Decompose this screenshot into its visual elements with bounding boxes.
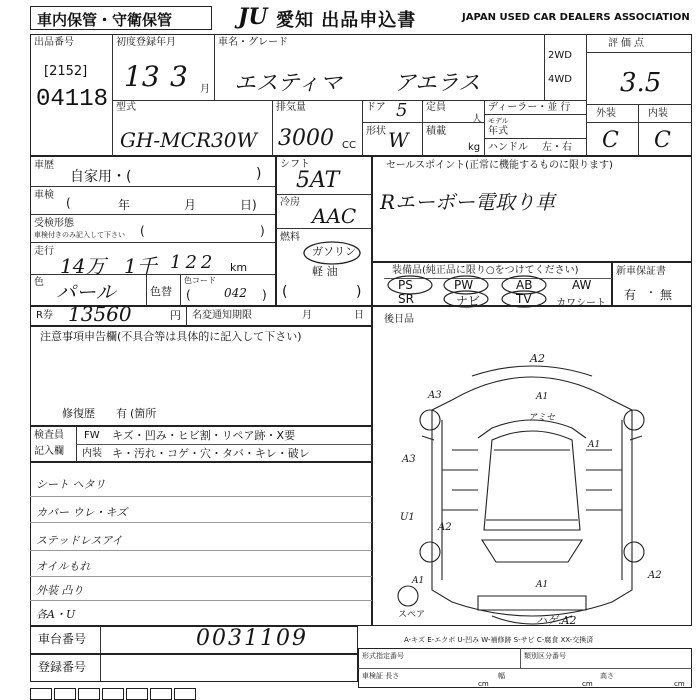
recycle-label: R券 bbox=[36, 310, 53, 321]
exterior-value: C bbox=[602, 128, 619, 153]
inspection-day: 日) bbox=[240, 198, 257, 212]
inspector-row1-head: FW bbox=[84, 430, 100, 441]
diagram-mark-left-rear: A2 bbox=[438, 522, 452, 533]
dealer-handle: ハンドル bbox=[488, 142, 528, 153]
diagram-mark-rear: A1 bbox=[536, 580, 549, 590]
equipment-ab: AB bbox=[516, 278, 533, 292]
certificate-note: 車検付きのみ記入して下さい bbox=[34, 231, 125, 239]
warranty-label: 新車保証書 bbox=[616, 266, 666, 277]
fuel-circle-mark bbox=[302, 240, 362, 266]
diagram-mark-left-front: A3 bbox=[428, 390, 442, 401]
equipment-pw: PW bbox=[454, 278, 474, 292]
spare-label: スペア bbox=[398, 610, 426, 620]
load-label: 積載 bbox=[426, 126, 446, 137]
recycle-amount: 13560 bbox=[68, 302, 132, 326]
repaint-label: 色替 bbox=[150, 285, 172, 298]
mileage-label: 走行 bbox=[34, 246, 54, 257]
drive-cell bbox=[544, 34, 587, 101]
shift-label: シフト bbox=[280, 159, 310, 170]
warranty-dot: ・ bbox=[646, 288, 656, 299]
equipment-aw: AW bbox=[572, 278, 592, 292]
dealer-cell bbox=[484, 100, 587, 156]
doors-value: 5 bbox=[396, 100, 408, 121]
org-name-en: JAPAN USED CAR DEALERS ASSOCIATION bbox=[462, 12, 690, 23]
inspector-label-1: 検査員 bbox=[34, 430, 64, 441]
rating-cell bbox=[586, 34, 692, 156]
inspector-row2-head: 内装 bbox=[82, 448, 102, 459]
bumper-mark: ハゲ.A2 bbox=[536, 614, 577, 627]
damage-legend: A-キズ E-エクボ U-凹み W-補修跡 S-サビ C-腐食 XX-交換済 bbox=[404, 636, 594, 644]
equipment-seat: カワシート bbox=[556, 298, 606, 309]
registration-label: 初度登録年月 bbox=[116, 37, 176, 48]
dealer-year: 年式 bbox=[488, 126, 508, 137]
size-width-unit: cm bbox=[582, 680, 593, 688]
color-value: パール bbox=[56, 280, 116, 304]
size-height-label: 高さ bbox=[600, 672, 614, 680]
fuel-close: ) bbox=[356, 284, 362, 300]
storage-label: 車内保管・守衛保管 bbox=[37, 11, 173, 29]
interior-label: 内装 bbox=[648, 108, 668, 119]
car-grade-value: アエラス bbox=[394, 71, 481, 96]
remark-line: 各A・U bbox=[36, 608, 76, 621]
lot-cell bbox=[30, 34, 113, 156]
diagram-mark-windshield: アミセ bbox=[528, 413, 556, 423]
inspection-open: ( bbox=[66, 196, 71, 210]
drive-4wd: 4WD bbox=[548, 74, 572, 85]
remark-line: カバー ウレ・キズ bbox=[36, 506, 128, 519]
mileage-man: 14万 bbox=[60, 254, 106, 278]
stamp-box bbox=[78, 688, 100, 700]
car-name-value: エスティマ bbox=[234, 71, 342, 96]
remark-line: オイルもれ bbox=[36, 560, 91, 573]
registration-month: 3 bbox=[170, 60, 188, 93]
load-unit: kg bbox=[468, 142, 481, 153]
lot-number: 04118 bbox=[36, 86, 109, 113]
certificate-open: ( bbox=[140, 224, 145, 238]
interior-value: C bbox=[654, 128, 671, 153]
color-paren-open: ( bbox=[186, 288, 191, 302]
equipment-circle-marks bbox=[380, 274, 610, 308]
equipment-sr: SR bbox=[398, 292, 414, 306]
name-change-label: 名変通知期限 bbox=[192, 310, 252, 321]
mileage-unit: km bbox=[230, 261, 248, 274]
name-change-day: 日 bbox=[354, 310, 364, 321]
stamp-boxes bbox=[30, 688, 200, 700]
inspector-row2: キ・汚れ・コゲ・穴・タバ・キレ・破レ bbox=[112, 447, 310, 460]
vin-value: 0031109 bbox=[196, 626, 308, 651]
color-label: 色 bbox=[34, 277, 44, 288]
certificate-close: ) bbox=[260, 224, 265, 238]
warranty-yes: 有 bbox=[624, 288, 637, 302]
history-close: ) bbox=[256, 166, 262, 182]
mileage-sen: 1千 bbox=[124, 254, 157, 278]
stamp-box bbox=[150, 688, 172, 700]
fuel-gasoline: ガソリン bbox=[312, 245, 356, 258]
shape-value: W bbox=[388, 128, 409, 152]
registration-month-unit: 月 bbox=[200, 84, 210, 95]
inspection-year: 年 bbox=[118, 198, 131, 212]
org-logo: JU bbox=[238, 4, 268, 30]
repair-place: (箇所 bbox=[130, 407, 157, 420]
class-number-label: 類別区分番号 bbox=[524, 652, 566, 660]
vin-label: 車台番号 bbox=[38, 632, 87, 646]
sales-point-label: セールスポイント(正常に機能するものに限ります) bbox=[386, 160, 613, 171]
model-cell bbox=[112, 100, 273, 156]
dealer-label: ディーラー・並 行 bbox=[488, 102, 571, 113]
aircon-label: 冷房 bbox=[280, 197, 300, 208]
registration-year: 13 bbox=[124, 60, 160, 93]
remark-line: 外装 凸り bbox=[36, 584, 84, 597]
reg-label: 登録番号 bbox=[38, 660, 87, 674]
stamp-box bbox=[126, 688, 148, 700]
sales-point-text: Rエーボー電取り車 bbox=[380, 190, 556, 214]
fuel-diesel: 軽 油 bbox=[312, 265, 338, 278]
inspector-row1: キズ・凹み・ヒビ割・リペア跡・X要 bbox=[112, 429, 296, 442]
exterior-label: 外装 bbox=[596, 108, 616, 119]
displacement-label: 排気量 bbox=[276, 102, 306, 113]
form-title: 愛知 出品申込書 bbox=[276, 10, 417, 31]
diagram-mark-left-door: U1 bbox=[400, 512, 415, 523]
storage-label-box bbox=[30, 6, 212, 30]
equipment-ps: PS bbox=[398, 278, 413, 292]
stamp-box bbox=[30, 688, 52, 700]
rating-score: 3.5 bbox=[620, 68, 662, 98]
after-label: 後日品 bbox=[384, 314, 414, 325]
shift-value: 5AT bbox=[296, 168, 340, 193]
registration-cell bbox=[112, 34, 215, 101]
mileage-rest: 122 bbox=[170, 252, 217, 273]
model-label: 型式 bbox=[116, 102, 136, 113]
lot-bracket: [2152] bbox=[44, 64, 88, 79]
fuel-label: 燃料 bbox=[280, 232, 300, 243]
inspection-label: 車検 bbox=[34, 190, 54, 201]
warranty-no: 無 bbox=[660, 288, 673, 302]
displacement-value: 3000 bbox=[278, 126, 334, 151]
diagram-mark-right-rear: A2 bbox=[648, 570, 662, 581]
aircon-value: AAC bbox=[312, 204, 357, 228]
repair-value: 有 bbox=[116, 407, 127, 420]
capacity-cell bbox=[422, 100, 485, 156]
equipment-navi: ナビ bbox=[456, 294, 481, 308]
size-length-label: 車検証 長さ bbox=[362, 672, 400, 680]
displacement-unit: CC bbox=[342, 140, 356, 151]
shape-label: 形状 bbox=[366, 126, 386, 137]
capacity-label: 定員 bbox=[426, 102, 446, 113]
displacement-cell bbox=[272, 100, 363, 156]
repair-label: 修復歴 bbox=[62, 407, 95, 420]
size-height-unit: cm bbox=[674, 680, 685, 688]
diagram-mark-hood: A1 bbox=[536, 392, 549, 402]
remark-line: ステッドレスアイ bbox=[36, 534, 123, 547]
form-number-label: 形式指定番号 bbox=[362, 652, 404, 660]
capacity-unit: 人 bbox=[472, 114, 482, 125]
car-name-cell bbox=[214, 34, 545, 101]
inspector-label-2: 記入欄 bbox=[34, 446, 64, 457]
inspection-month: 月 bbox=[184, 198, 197, 212]
color-paren-close: ) bbox=[262, 288, 267, 302]
size-width-label: 幅 bbox=[498, 672, 505, 680]
diagram-mark-left-side: A3 bbox=[402, 454, 416, 465]
stamp-box bbox=[174, 688, 196, 700]
color-code: 042 bbox=[224, 286, 247, 300]
model-code: GH-MCR30W bbox=[120, 128, 258, 152]
dealer-lr: 左・右 bbox=[542, 142, 572, 153]
stamp-box bbox=[54, 688, 76, 700]
lot-label: 出品番号 bbox=[34, 37, 74, 48]
certificate-label: 受検形態 bbox=[34, 218, 74, 229]
diagram-mark-right: A1 bbox=[588, 440, 601, 450]
rating-label: 評価点 bbox=[608, 38, 647, 49]
drive-2wd: 2WD bbox=[548, 50, 572, 61]
car-damage-diagram bbox=[382, 340, 682, 640]
equipment-tv: TV bbox=[516, 292, 532, 306]
car-name-label: 車名・グレード bbox=[218, 37, 288, 48]
recycle-unit: 円 bbox=[170, 309, 181, 322]
remark-line: シート ヘタリ bbox=[36, 478, 106, 491]
doors-label: ドア bbox=[366, 102, 386, 113]
diagram-mark-front: A2 bbox=[530, 352, 545, 365]
equipment-label: 装備品(純正品に限り○をつけてください) bbox=[392, 265, 579, 276]
size-length-unit: cm bbox=[478, 680, 489, 688]
diagram-mark-quarter: A1 bbox=[412, 576, 425, 586]
history-value: 自家用・( bbox=[70, 169, 132, 185]
name-change-month: 月 bbox=[302, 310, 312, 321]
color-code-label: 色コード bbox=[184, 276, 216, 285]
doors-cell bbox=[362, 100, 423, 156]
notes-label: 注意事項申告欄(不具合等は具体的に記入して下さい) bbox=[40, 330, 302, 343]
stamp-box bbox=[102, 688, 124, 700]
dealer-model: モデル bbox=[488, 117, 509, 125]
history-label: 車歴 bbox=[34, 160, 54, 171]
fuel-open: ( bbox=[282, 284, 288, 300]
